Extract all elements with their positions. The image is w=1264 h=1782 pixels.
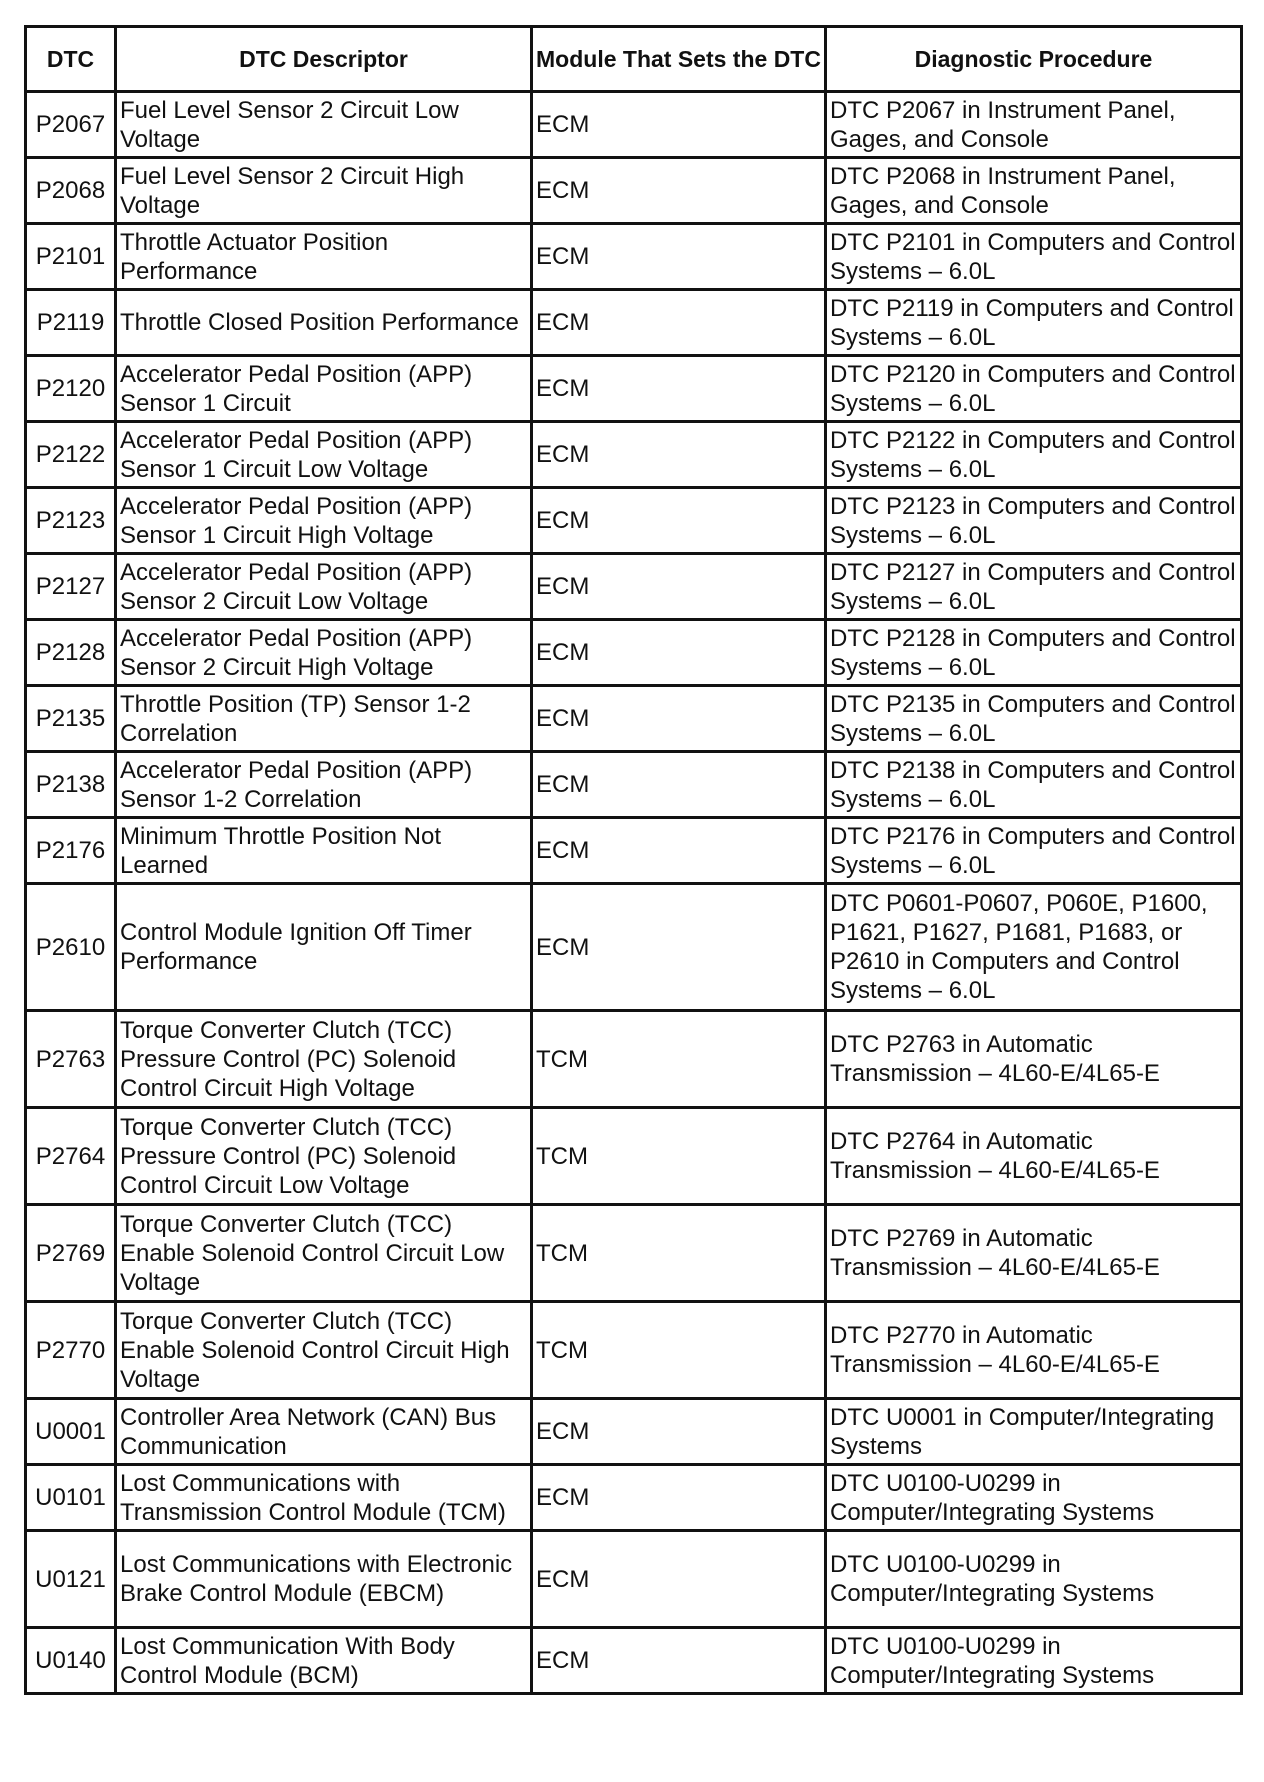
table-row <box>26 1011 1242 1108</box>
table-row <box>26 290 1242 356</box>
module-cell: ECM <box>532 290 826 356</box>
table-row <box>26 884 1242 1011</box>
diagnostic-procedure-cell: DTC P2764 in Automatic Transmission – 4L60-E/4L65-E <box>826 1108 1242 1205</box>
dtc-descriptor-cell: Minimum Throttle Position Not Learned <box>116 818 532 884</box>
dtc-descriptor-cell: Accelerator Pedal Position (APP) Sensor 1 Circuit High Voltage <box>116 488 532 554</box>
dtc-descriptor-cell: Throttle Position (TP) Sensor 1-2 Correlation <box>116 686 532 752</box>
dtc-table <box>24 25 1243 1695</box>
dtc-code-cell: P2119 <box>26 290 116 356</box>
dtc-descriptor-cell: Torque Converter Clutch (TCC) Pressure Control (PC) Solenoid Control Circuit Low Voltage <box>116 1108 532 1205</box>
module-cell: ECM <box>532 554 826 620</box>
table-row <box>26 1205 1242 1302</box>
dtc-code-cell: P2135 <box>26 686 116 752</box>
header-dtc-descriptor: DTC Descriptor <box>116 27 532 92</box>
table-row <box>26 1399 1242 1465</box>
dtc-code-cell: P2127 <box>26 554 116 620</box>
dtc-descriptor-cell: Fuel Level Sensor 2 Circuit High Voltage <box>116 158 532 224</box>
module-cell: ECM <box>532 224 826 290</box>
dtc-code-cell: P2610 <box>26 884 116 1011</box>
diagnostic-procedure-cell: DTC P2123 in Computers and Control Systems – 6.0L <box>826 488 1242 554</box>
table-row <box>26 1531 1242 1628</box>
module-cell: ECM <box>532 158 826 224</box>
table-row <box>26 818 1242 884</box>
diagnostic-procedure-cell: DTC P2067 in Instrument Panel, Gages, and Console <box>826 92 1242 158</box>
diagnostic-procedure-cell: DTC P2135 in Computers and Control Systems – 6.0L <box>826 686 1242 752</box>
dtc-code-cell: P2067 <box>26 92 116 158</box>
diagnostic-procedure-cell: DTC U0100-U0299 in Computer/Integrating Systems <box>826 1628 1242 1694</box>
dtc-code-cell: P2770 <box>26 1302 116 1399</box>
table-row <box>26 620 1242 686</box>
dtc-descriptor-cell: Accelerator Pedal Position (APP) Sensor 1-2 Correlation <box>116 752 532 818</box>
diagnostic-procedure-cell: DTC P2122 in Computers and Control Systems – 6.0L <box>826 422 1242 488</box>
dtc-code-cell: U0140 <box>26 1628 116 1694</box>
module-cell: ECM <box>532 1531 826 1628</box>
diagnostic-procedure-cell: DTC P2128 in Computers and Control Systems – 6.0L <box>826 620 1242 686</box>
diagnostic-procedure-cell: DTC U0001 in Computer/Integrating Systems <box>826 1399 1242 1465</box>
dtc-table-container <box>24 25 1240 1695</box>
dtc-descriptor-cell: Throttle Actuator Position Performance <box>116 224 532 290</box>
module-cell: ECM <box>532 620 826 686</box>
module-cell: ECM <box>532 1399 826 1465</box>
diagnostic-procedure-cell: DTC U0100-U0299 in Computer/Integrating Systems <box>826 1531 1242 1628</box>
dtc-descriptor-cell: Torque Converter Clutch (TCC) Enable Solenoid Control Circuit Low Voltage <box>116 1205 532 1302</box>
diagnostic-procedure-cell: DTC P2127 in Computers and Control Systems – 6.0L <box>826 554 1242 620</box>
dtc-code-cell: P2120 <box>26 356 116 422</box>
table-row <box>26 1108 1242 1205</box>
dtc-code-cell: P2128 <box>26 620 116 686</box>
dtc-code-cell: P2068 <box>26 158 116 224</box>
module-cell: ECM <box>532 818 826 884</box>
module-cell: ECM <box>532 356 826 422</box>
dtc-descriptor-cell: Throttle Closed Position Performance <box>116 290 532 356</box>
diagnostic-procedure-cell: DTC P2138 in Computers and Control Systems – 6.0L <box>826 752 1242 818</box>
table-row <box>26 158 1242 224</box>
header-diagnostic-procedure: Diagnostic Procedure <box>826 27 1242 92</box>
dtc-descriptor-cell: Accelerator Pedal Position (APP) Sensor 1 Circuit Low Voltage <box>116 422 532 488</box>
header-module: Module That Sets the DTC <box>532 27 826 92</box>
diagnostic-procedure-cell: DTC P2769 in Automatic Transmission – 4L60-E/4L65-E <box>826 1205 1242 1302</box>
table-row <box>26 488 1242 554</box>
dtc-code-cell: P2176 <box>26 818 116 884</box>
table-row <box>26 1302 1242 1399</box>
module-cell: TCM <box>532 1011 826 1108</box>
dtc-code-cell: P2763 <box>26 1011 116 1108</box>
module-cell: ECM <box>532 752 826 818</box>
table-row <box>26 422 1242 488</box>
module-cell: ECM <box>532 884 826 1011</box>
dtc-code-cell: U0121 <box>26 1531 116 1628</box>
module-cell: TCM <box>532 1302 826 1399</box>
table-row <box>26 1628 1242 1694</box>
table-row <box>26 752 1242 818</box>
table-row <box>26 224 1242 290</box>
module-cell: ECM <box>532 92 826 158</box>
dtc-descriptor-cell: Accelerator Pedal Position (APP) Sensor 1 Circuit <box>116 356 532 422</box>
dtc-code-cell: P2769 <box>26 1205 116 1302</box>
table-row <box>26 1465 1242 1531</box>
module-cell: ECM <box>532 1465 826 1531</box>
dtc-descriptor-cell: Accelerator Pedal Position (APP) Sensor 2 Circuit Low Voltage <box>116 554 532 620</box>
dtc-descriptor-cell: Control Module Ignition Off Timer Performance <box>116 884 532 1011</box>
dtc-descriptor-cell: Torque Converter Clutch (TCC) Enable Solenoid Control Circuit High Voltage <box>116 1302 532 1399</box>
diagnostic-procedure-cell: DTC P2068 in Instrument Panel, Gages, and Console <box>826 158 1242 224</box>
diagnostic-procedure-cell: DTC P2120 in Computers and Control Systems – 6.0L <box>826 356 1242 422</box>
diagnostic-procedure-cell: DTC U0100-U0299 in Computer/Integrating Systems <box>826 1465 1242 1531</box>
module-cell: ECM <box>532 686 826 752</box>
dtc-descriptor-cell: Accelerator Pedal Position (APP) Sensor 2 Circuit High Voltage <box>116 620 532 686</box>
table-row <box>26 356 1242 422</box>
diagnostic-procedure-cell: DTC P2101 in Computers and Control Systems – 6.0L <box>826 224 1242 290</box>
module-cell: TCM <box>532 1108 826 1205</box>
dtc-code-cell: P2764 <box>26 1108 116 1205</box>
module-cell: TCM <box>532 1205 826 1302</box>
diagnostic-procedure-cell: DTC P2770 in Automatic Transmission – 4L60-E/4L65-E <box>826 1302 1242 1399</box>
dtc-descriptor-cell: Controller Area Network (CAN) Bus Communication <box>116 1399 532 1465</box>
dtc-code-cell: P2138 <box>26 752 116 818</box>
table-header-row <box>26 27 1242 92</box>
diagnostic-procedure-cell: DTC P2176 in Computers and Control Systems – 6.0L <box>826 818 1242 884</box>
dtc-code-cell: U0001 <box>26 1399 116 1465</box>
module-cell: ECM <box>532 1628 826 1694</box>
dtc-descriptor-cell: Lost Communication With Body Control Module (BCM) <box>116 1628 532 1694</box>
diagnostic-procedure-cell: DTC P2119 in Computers and Control Systems – 6.0L <box>826 290 1242 356</box>
dtc-code-cell: P2101 <box>26 224 116 290</box>
table-row <box>26 554 1242 620</box>
table-row <box>26 92 1242 158</box>
dtc-code-cell: P2123 <box>26 488 116 554</box>
dtc-code-cell: P2122 <box>26 422 116 488</box>
dtc-descriptor-cell: Lost Communications with Transmission Control Module (TCM) <box>116 1465 532 1531</box>
header-dtc: DTC <box>26 27 116 92</box>
table-row <box>26 686 1242 752</box>
module-cell: ECM <box>532 488 826 554</box>
dtc-code-cell: U0101 <box>26 1465 116 1531</box>
diagnostic-procedure-cell: DTC P2763 in Automatic Transmission – 4L60-E/4L65-E <box>826 1011 1242 1108</box>
dtc-descriptor-cell: Fuel Level Sensor 2 Circuit Low Voltage <box>116 92 532 158</box>
diagnostic-procedure-cell: DTC P0601-P0607, P060E, P1600, P1621, P1627, P1681, P1683, or P2610 in Computers and Control Systems – 6.0L <box>826 884 1242 1011</box>
dtc-descriptor-cell: Lost Communications with Electronic Brake Control Module (EBCM) <box>116 1531 532 1628</box>
module-cell: ECM <box>532 422 826 488</box>
dtc-descriptor-cell: Torque Converter Clutch (TCC) Pressure Control (PC) Solenoid Control Circuit High Voltage <box>116 1011 532 1108</box>
